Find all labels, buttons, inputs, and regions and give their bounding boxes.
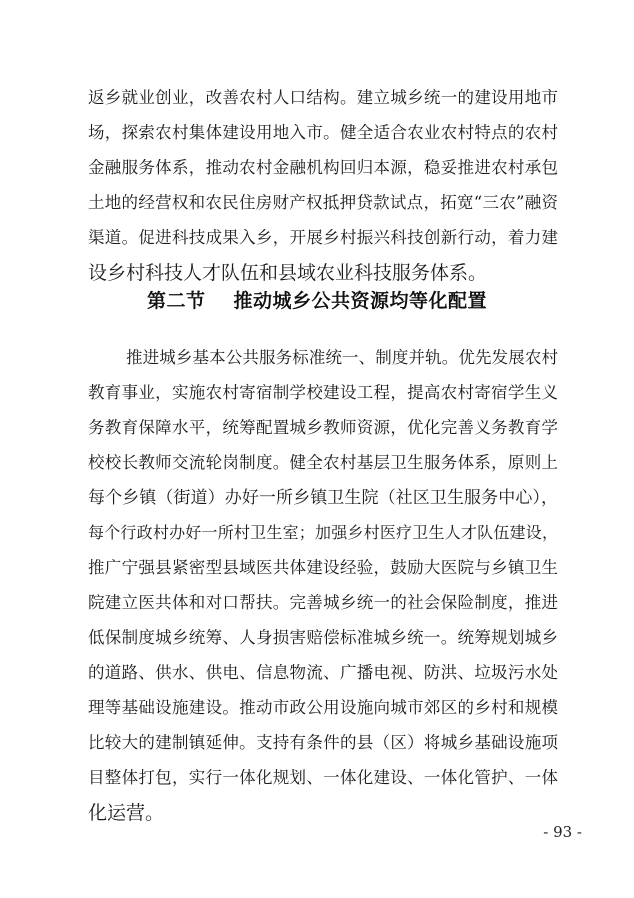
section-heading [0,283,634,319]
paragraph-line: 推广宁强县紧密型县域医共体建设经验，鼓励大医院与乡镇卫生 [88,558,558,577]
paragraph-line: 渠道。促进科技成果入乡，开展乡村振兴科技创新行动，着力建 [88,228,558,247]
paragraph-line: 教育事业，实施农村寄宿制学校建设工程，提高农村寄宿学生义 [88,383,558,402]
paragraph-line: 务教育保障水平，统筹配置城乡教师资源，优化完善义务教育学 [88,418,558,437]
paragraph-line: 每个乡镇（街道）办好一所乡镇卫生院（社区卫生服务中心）， [88,488,558,508]
paragraph-line: 每个行政村办好一所村卫生室；加强乡村医疗卫生人才队伍建设， [88,523,558,542]
paragraph-line: 设乡村科技人才队伍和县域农业科技服务体系。 [88,262,488,284]
paragraph-line: 返乡就业创业，改善农村人口结构。建立城乡统一的建设用地市 [88,88,558,107]
section-title: 推动城乡公共资源均等化配置 [233,290,488,312]
paragraph-line: 推进城乡基本公共服务标准统一、制度并轨。优先发展农村 [126,348,558,367]
paragraph-line: 校校长教师交流轮岗制度。健全农村基层卫生服务体系，原则上 [88,453,558,472]
paragraph-line: 比较大的建制镇延伸。支持有条件的县（区）将城乡基础设施项 [88,733,558,752]
paragraph-line: 理等基础设施建设。推动市政公用设施向城市郊区的乡村和规模 [88,698,558,717]
paragraph-line: 土地的经营权和农民住房财产权抵押贷款试点，拓宽“三农”融资 [88,193,558,212]
paragraph-line: 化运营。 [88,802,165,824]
paragraph-line: 目整体打包，实行一体化规划、一体化建设、一体化管护、一体 [88,768,558,787]
paragraph-line: 低保制度城乡统筹、人身损害赔偿标准城乡统一。统筹规划城乡 [88,628,558,647]
paragraph-line: 金融服务体系，推动农村金融机构回归本源，稳妥推进农村承包 [88,158,558,177]
paragraph-line: 场，探索农村集体建设用地入市。健全适合农业农村特点的农村 [88,123,558,142]
paragraph-line: 院建立医共体和对口帮扶。完善城乡统一的社会保险制度，推进 [88,593,558,612]
page-number: - 93 - [543,823,582,841]
section-label: 第二节 [146,290,206,312]
paragraph-line: 的道路、供水、供电、信息物流、广播电视、防洪、垃圾污水处 [88,663,558,682]
